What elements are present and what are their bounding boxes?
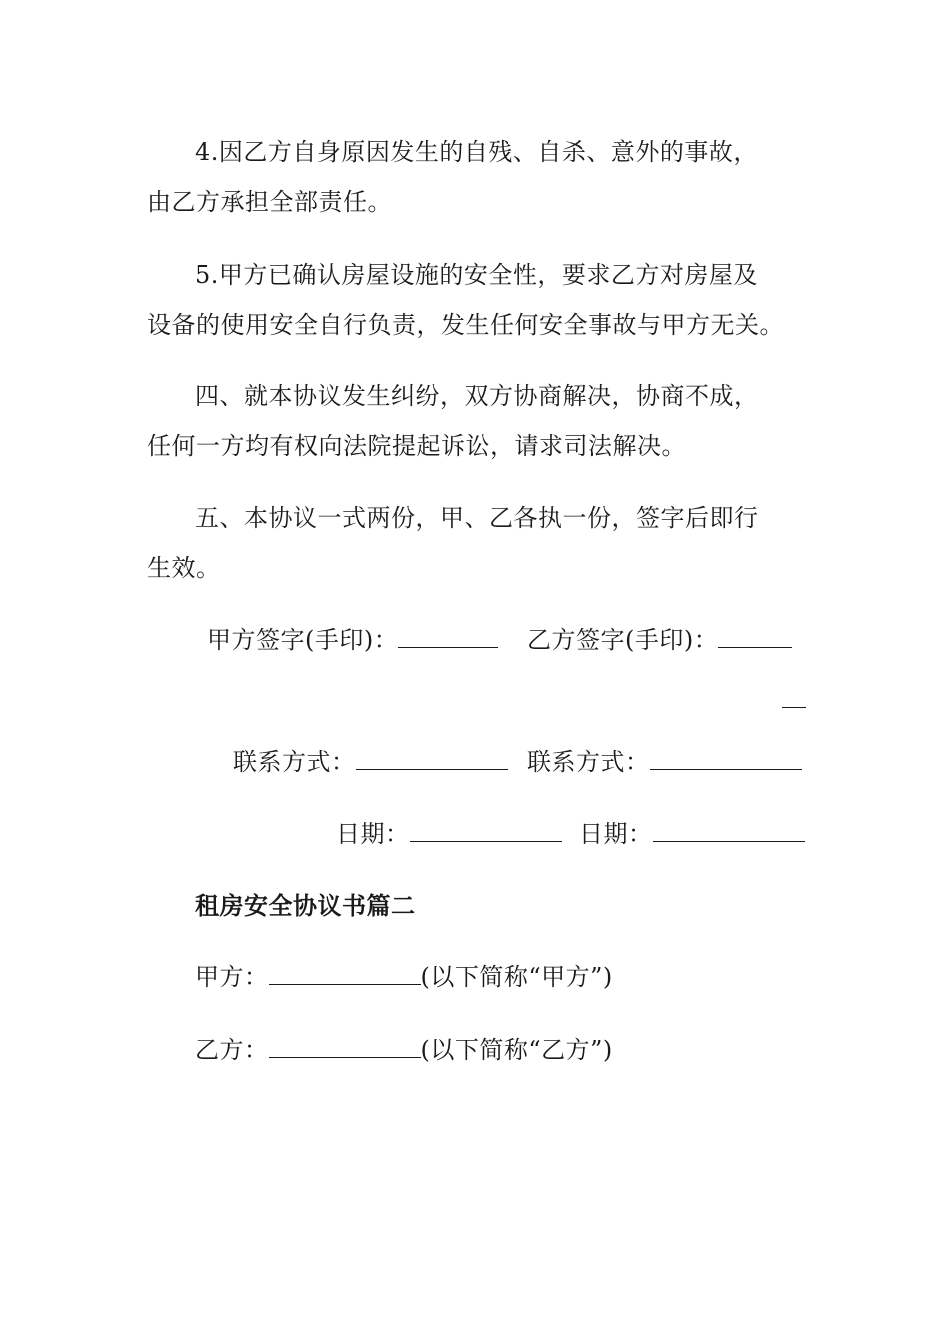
party-b-date-label: 日期： bbox=[579, 820, 653, 848]
party-a-contact-row bbox=[233, 746, 508, 778]
party-a-date-row bbox=[336, 818, 562, 850]
party-a-signature-label: 甲方签字(手印)： bbox=[207, 626, 399, 654]
clause-4-line-1: 4.因乙方自身原因发生的自残、自杀、意外的事故， bbox=[195, 138, 758, 166]
party-a-date-label: 日期： bbox=[336, 820, 410, 848]
party-b-signature-overflow bbox=[782, 684, 806, 716]
section-2-party-a-label: 甲方： bbox=[195, 963, 269, 991]
party-a-signature-blank[interactable] bbox=[398, 625, 498, 648]
party-b-contact-blank[interactable] bbox=[650, 747, 802, 770]
section-2-party-a-blank[interactable] bbox=[269, 962, 421, 985]
party-a-contact-label: 联系方式： bbox=[233, 748, 356, 776]
section-2-party-b-row bbox=[195, 1034, 613, 1066]
section-2-party-b-suffix: (以下简称“乙方”) bbox=[420, 1036, 613, 1064]
clause-4-line-2: 由乙方承担全部责任。 bbox=[147, 188, 392, 216]
section-2-party-b-label: 乙方： bbox=[195, 1036, 269, 1064]
section-5-line-2: 生效。 bbox=[147, 554, 221, 582]
party-b-signature-blank[interactable] bbox=[718, 625, 792, 648]
clause-5-line-2: 设备的使用安全自行负责，发生任何安全事故与甲方无关。 bbox=[147, 311, 784, 339]
party-a-date-blank[interactable] bbox=[410, 819, 562, 842]
section-2-party-b-blank[interactable] bbox=[269, 1035, 421, 1058]
party-b-contact-label: 联系方式： bbox=[527, 748, 650, 776]
party-a-signature-row bbox=[207, 624, 498, 656]
section-2-heading: 租房安全协议书篇二 bbox=[195, 891, 416, 920]
clause-5-line-1: 5.甲方已确认房屋设施的安全性，要求乙方对房屋及 bbox=[195, 261, 758, 289]
party-b-signature-row bbox=[527, 624, 792, 656]
section-5-line-1: 五、本协议一式两份，甲、乙各执一份，签字后即行 bbox=[195, 504, 759, 532]
party-b-signature-blank-continued[interactable] bbox=[782, 685, 806, 708]
party-a-contact-blank[interactable] bbox=[356, 747, 508, 770]
section-4-line-2: 任何一方均有权向法院提起诉讼，请求司法解决。 bbox=[147, 432, 686, 460]
party-b-date-row bbox=[579, 818, 805, 850]
party-b-contact-row bbox=[527, 746, 802, 778]
section-4-line-1: 四、就本协议发生纠纷，双方协商解决，协商不成， bbox=[195, 382, 759, 410]
party-b-signature-label: 乙方签字(手印)： bbox=[527, 626, 719, 654]
section-2-party-a-suffix: (以下简称“甲方”) bbox=[420, 963, 613, 991]
party-b-date-blank[interactable] bbox=[653, 819, 805, 842]
section-2-party-a-row bbox=[195, 961, 613, 993]
